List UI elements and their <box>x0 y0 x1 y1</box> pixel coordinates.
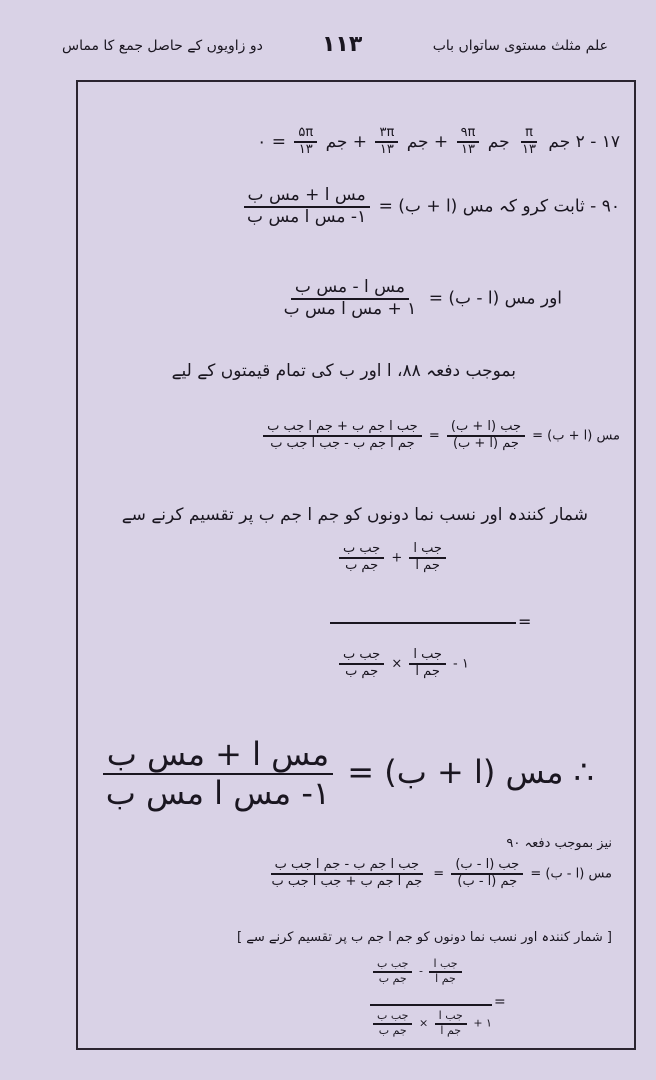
header-chapter-title: علم مثلث مستوی ساتواں باب <box>432 38 608 54</box>
equation-tan-difference-expansion: مس (ا - ب) = $\frac{\text{جب (ا - ب)}}{\text{جم (ا - ب)}}$ = $\frac{\text{جب ا جم ب - جم ا جب ب}}{\text{جم ا جم ب + جب ا جب ب}}$ <box>264 858 612 890</box>
q17-label: ۱۷ - <box>590 131 620 152</box>
q90-label: ۹۰ - ثابت کرو کہ مس (ا + ب) = <box>378 196 620 217</box>
q17-frac-3: $\frac{۳\pi}{۱۳}$ <box>375 126 398 158</box>
eq2-main-bar <box>330 622 516 624</box>
page-number: ۱۱۳ <box>322 32 363 57</box>
equation-tan-sum-expansion: مس (ا + ب) = $\frac{\text{جب (ا + ب)}}{\text{جم (ا + ب)}}$ = $\frac{\text{جب ا جم ب + جم ا جب ب}}{\text{جم ا جم ب - جب ا جب ب}}$ <box>260 420 620 452</box>
and-lhs: اور مس (ا - ب) = <box>428 288 562 309</box>
q17-tail: = ۰ <box>257 131 286 152</box>
book-page: علم مثلث مستوی ساتواں باب ۱۱۳ دو زاویوں کے حاصل جمع کا مماس ۱۷ - ۲ جم $\frac{\pi}{۱۳}$ جم $\frac{۹\pi}{۱۳}$ + جم $\frac{۳\pi}{۱۳}$ + جم $\frac{۵\pi}{۱۳}$ = ۰ ۹۰ - ثابت کرو کہ مس (ا + ب) = $\frac{\text{مس ا + مس ب}}{\text{۱- مس ا مس ب}}$ اور مس (ا - ب) = $\frac{\text{مس ا - مس ب}}{\text{۱ + مس ا مس ب}}$ بموجب دفعہ ۸۸، ا اور ب کی تمام قیمتوں کے لیے مس (ا + ب) = $\frac{\text{جب (ا + ب)}}{\text{جم (ا + ب)}}$ = $\frac{\text{جب ا جم ب + جم ا جب ب}}{\text{جم ا جم ب - جب ا جب ب}}$ شمار کنندہ اور نسب نما دونوں کو جم ا جم ب پر تقسیم کرنے سے $\frac{\text{جب ا}}{\text{جم ا}}$ + $\frac{\text{جب ب}}{\text{جم ب}}$ = ۱ - $\frac{\text{جب ا}}{\text{جم ا}}$ × $\frac{\text{جب ب}}{\text{جم ب}}$ ∴ مس (ا + ب) = $\frac{\text{مس ا + مس ب}}{\text{۱- مس ا مس ب}}$ نیز بموجب دفعہ ۹۰ مس (ا - ب) = $\frac{\text{جب (ا - ب)}}{\text{جم (ا - ب)}}$ = $\frac{\text{جب ا جم ب - جم ا جب ب}}{\text{جم ا جم ب + جب ا جب ب}}$ [ شمار کنندہ اور نسب نما دونوں کو جم ا جم ب پر تقسیم کرنے سے ] $\frac{\text{جب ا}}{\text{جم ا}}$ - $\frac{\text{جب ب}}{\text{جم ب}}$ = ۱ + $\frac{\text{جب ا}}{\text{جم ا}}$ × $\frac{\text{جب ب}}{\text{جم ب}}$ <box>0 0 656 1080</box>
divide-instruction-2: [ شمار کنندہ اور نسب نما دونوں کو جم ا جم ب پر تقسیم کرنے سے ] <box>237 930 612 945</box>
eq3-frac-2: $\frac{\text{جب ا جم ب - جم ا جب ب}}{\text{جم ا جم ب + جب ا جب ب}}$ <box>271 857 423 889</box>
q90-frac: $\frac{\text{مس ا + مس ب}}{\text{۱- مس ا مس ب}}$ <box>243 186 370 227</box>
and-tan-difference <box>277 278 562 319</box>
eq4-denominator: ۱ + $\frac{\text{جب ا}}{\text{جم ا}}$ × $\frac{\text{جب ب}}{\text{جم ب}}$ <box>370 1010 492 1037</box>
q17-frac-2: $\frac{۹\pi}{۱۳}$ <box>457 126 480 158</box>
q17-frac-4: $\frac{۵\pi}{۱۳}$ <box>294 126 317 158</box>
and-frac: $\frac{\text{مس ا - مس ب}}{\text{۱ + مس ا مس ب}}$ <box>283 277 417 319</box>
divide-instruction: شمار کنندہ اور نسب نما دونوں کو جم ا جم ب پر تقسیم کرنے سے <box>121 505 588 525</box>
per-article-text: بموجب دفعہ ۸۸، ا اور ب کی تمام قیمتوں کے لیے <box>171 361 516 381</box>
header-section-title: دو زاویوں کے حاصل جمع کا مماس <box>62 38 263 54</box>
also-per-article: نیز بموجب دفعہ ۹۰ <box>506 836 612 851</box>
q17-term-3: + جم <box>406 131 449 152</box>
eq3-frac-1: $\frac{\text{جب (ا - ب)}}{\text{جم (ا - ب)}}$ <box>451 858 523 890</box>
question-17 <box>257 126 620 158</box>
eq2-denominator: ۱ - $\frac{\text{جب ا}}{\text{جم ا}}$ × $\frac{\text{جب ب}}{\text{جم ب}}$ <box>336 648 469 680</box>
q17-expr: ۲ جم <box>548 131 585 152</box>
q17-frac-1: $\frac{\pi}{۱۳}$ <box>522 125 536 157</box>
eq1-frac-1: $\frac{\text{جب (ا + ب)}}{\text{جم (ا + ب)}}$ <box>447 420 525 452</box>
eq1-lhs: مس (ا + ب) = <box>532 428 620 444</box>
eq4-main-bar <box>370 1004 492 1006</box>
eq4-numerator: $\frac{\text{جب ا}}{\text{جم ا}}$ - $\frac{\text{جب ب}}{\text{جم ب}}$ <box>370 958 465 985</box>
result-tan-sum <box>99 736 594 812</box>
result-frac: $\frac{\text{مس ا + مس ب}}{\text{۱- مس ا مس ب}}$ <box>102 736 334 812</box>
q17-term-4: + جم <box>325 131 368 152</box>
q17-term-2: جم <box>487 131 510 152</box>
eq3-lhs: مس (ا - ب) = <box>530 866 612 882</box>
eq1-frac-2: $\frac{\text{جب ا جم ب + جم ا جب ب}}{\text{جم ا جم ب - جب ا جب ب}}$ <box>263 420 422 452</box>
eq2-numerator: $\frac{\text{جب ا}}{\text{جم ا}}$ + $\frac{\text{جب ب}}{\text{جم ب}}$ <box>336 542 449 574</box>
result-lhs: ∴ مس (ا + ب) = <box>347 752 594 791</box>
question-90 <box>240 186 620 227</box>
